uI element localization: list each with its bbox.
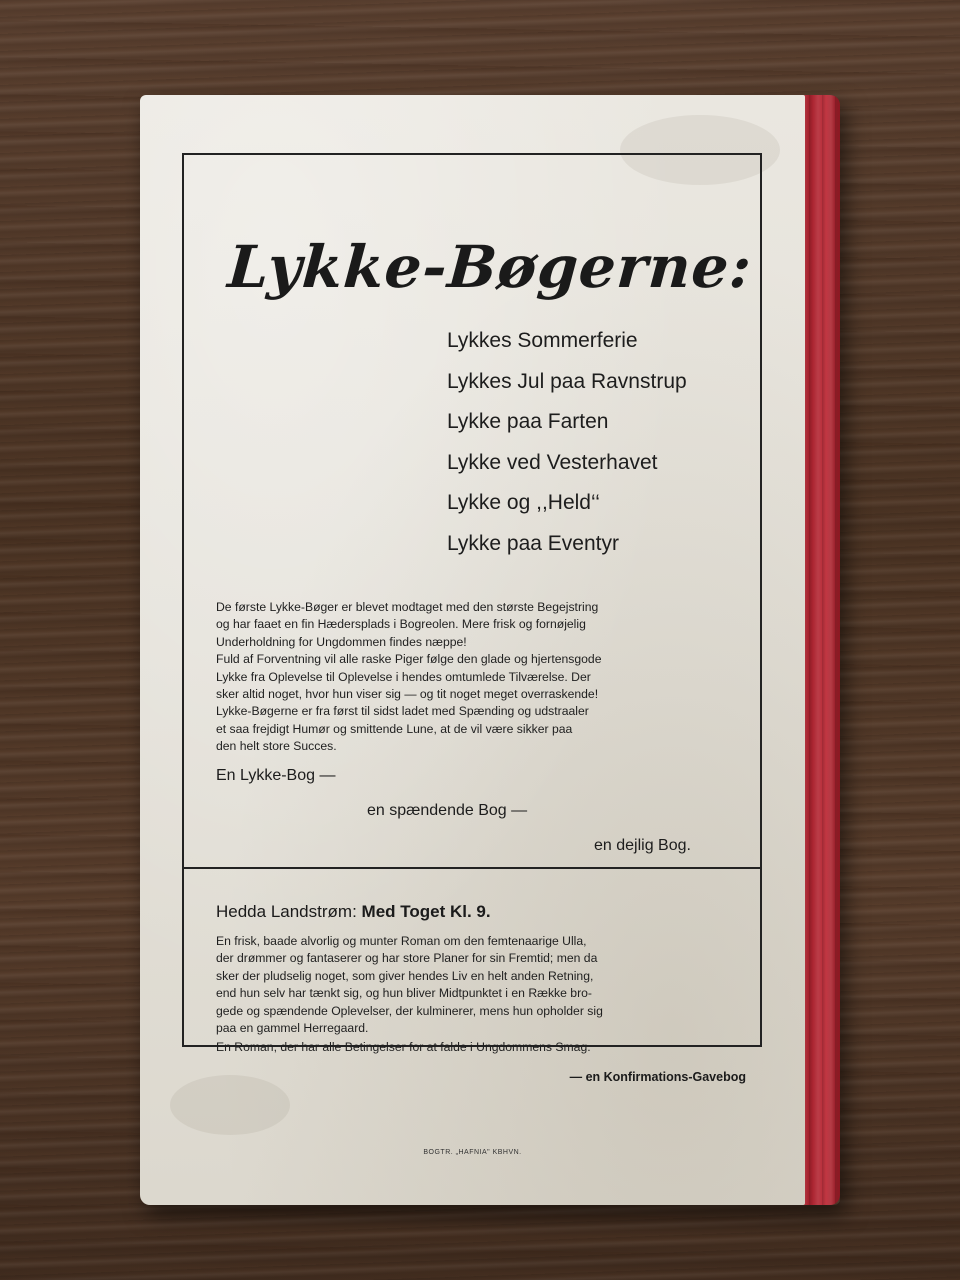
tagline-line: en dejlig Bog. xyxy=(594,837,691,854)
blurb-line: sker altid noget, hvor hun viser sig — og tit noget meget overraskende! xyxy=(216,687,599,702)
book-title: Lykke ved Vesterhavet xyxy=(447,450,658,474)
ad-line: gede og spændende Oplevelser, der kulminerer, mens hun opholder sig xyxy=(216,1003,603,1018)
ad-line: end hun selv har tænkt sig, og hun bliver Midtpunktet i en Række bro- xyxy=(216,986,592,1001)
ad-line: En Roman, der har alle Betingelser for at falde i Ungdommens Smag. xyxy=(216,1040,591,1055)
printer-imprint: BOGTR. „HAFNIA" KBHVN. xyxy=(423,1149,522,1156)
book-title: Lykke paa Farten xyxy=(447,410,609,433)
book xyxy=(140,95,840,1205)
tagline-line: En Lykke-Bog — xyxy=(216,767,336,784)
blurb-line: og har faaet en fin Hædersplads i Bogreolen. Mere frisk og fornøjelig xyxy=(216,617,586,632)
book-title: Lykke og ,,Held‘‘ xyxy=(447,491,600,514)
book-title: Lykkes Sommerferie xyxy=(447,329,638,352)
ad-author: Hedda Landstrøm: xyxy=(216,902,357,921)
book-list xyxy=(447,321,687,564)
book-title: Lykke paa Eventyr xyxy=(447,531,619,555)
ad-line: paa en gammel Herregaard. xyxy=(216,1021,369,1036)
ad-tagline: — en Konfirmations-Gavebog xyxy=(569,1070,746,1084)
border-frame xyxy=(182,153,762,1084)
blurb-line: Lykke fra Oplevelse til Oplevelse i hendes omtumlede Tilværelse. Der xyxy=(216,669,591,684)
blurb-line: Underholdning for Ungdommen findes næppe! xyxy=(216,634,467,649)
blurb-line: Fuld af Forventning vil alle raske Piger følge den glade og hjertensgode xyxy=(216,652,602,667)
blurb-line: De første Lykke-Bøger er blevet modtaget med den største Begejstring xyxy=(216,600,599,614)
series-blurb xyxy=(216,599,751,756)
blurb-line: den helt store Succes. xyxy=(216,739,337,754)
tagline-line: en spændende Bog — xyxy=(367,802,528,819)
series-title: Lykke-Bøgerne: xyxy=(225,233,755,301)
blurb-line: Lykke-Bøgerne er fra først til sidst ladet med Spænding og udstraaler xyxy=(216,704,589,719)
ad-line: sker der pludselig noget, som giver hendes Liv en helt anden Retning, xyxy=(216,968,594,983)
back-cover xyxy=(140,95,805,1205)
ad-line: En frisk, baade alvorlig og munter Roman om den femtenaarige Ulla, xyxy=(216,934,587,948)
ad-book-title: Med Toget Kl. 9. xyxy=(361,902,491,921)
ad-line: der drømmer og fantaserer og har store Planer for sin Fremtid; men da xyxy=(216,951,598,966)
book-title: Lykkes Jul paa Ravnstrup xyxy=(447,369,687,393)
ad-heading xyxy=(216,902,491,922)
paper-stain xyxy=(170,1075,290,1135)
section-divider xyxy=(184,867,760,869)
ad-description xyxy=(216,933,751,1057)
blurb-line: et saa frejdigt Humør og smittende Lune, at de vil være sikker paa xyxy=(216,721,573,736)
